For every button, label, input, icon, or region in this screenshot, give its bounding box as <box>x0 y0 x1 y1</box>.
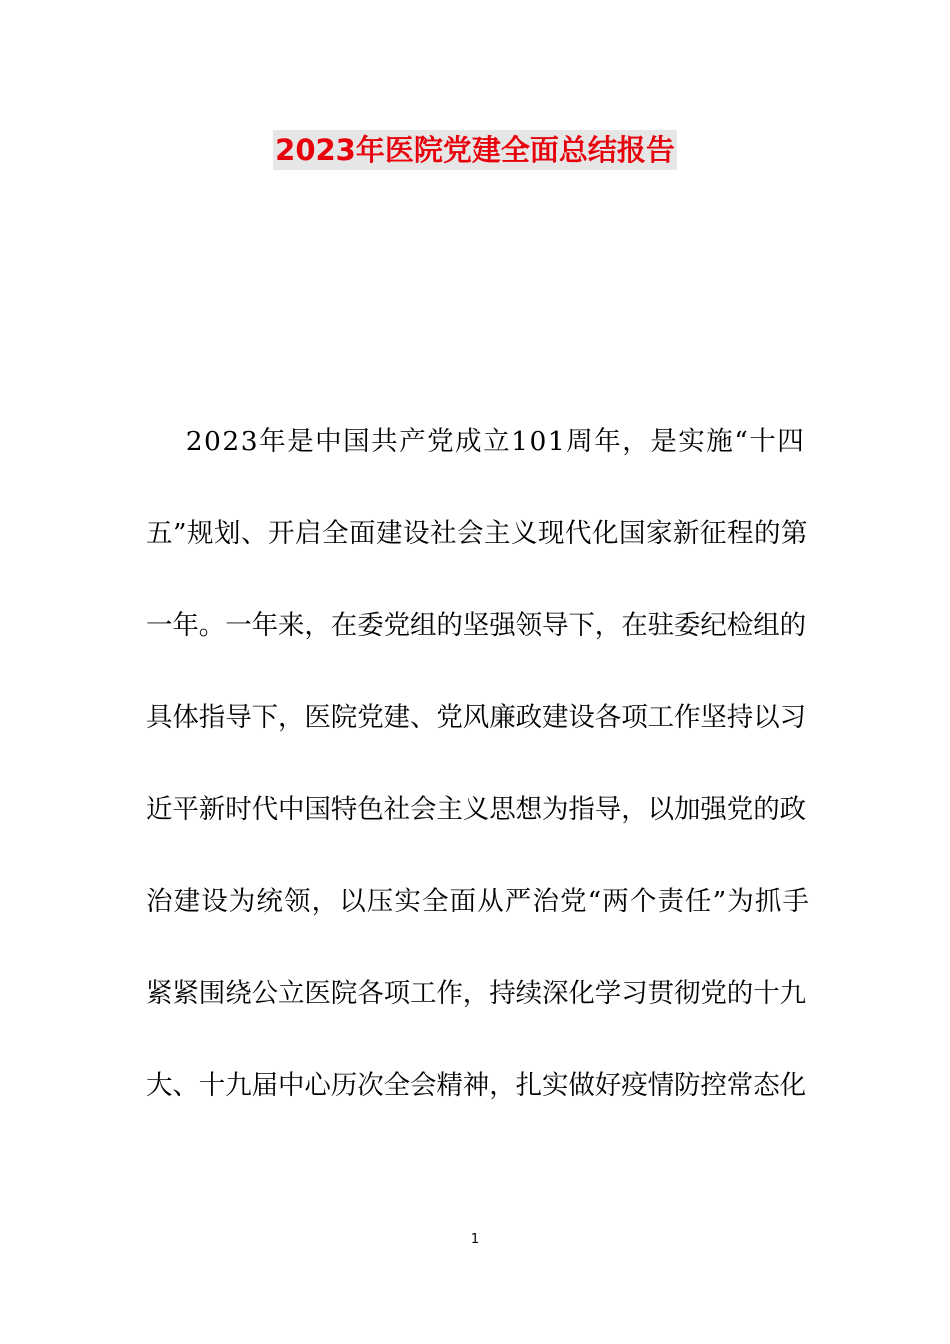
title-container <box>0 130 950 170</box>
paragraph-line-3: 一年。一年来，在委党组的坚强领导下，在驻委纪检组的 <box>146 610 806 641</box>
paragraph-line-4: 具体指导下，医院党建、党风廉政建设各项工作坚持以习 <box>146 702 806 733</box>
body-paragraph <box>146 396 810 1132</box>
paragraph-line-7: 紧紧围绕公立医院各项工作，持续深化学习贯彻党的十九 <box>146 978 806 1009</box>
paragraph-line-8: 大、十九届中心历次全会精神，扎实做好疫情防控常态化 <box>146 1070 806 1101</box>
paragraph-line-5: 近平新时代中国特色社会主义思想为指导，以加强党的政 <box>146 794 806 825</box>
page-number: 1 <box>470 1232 480 1247</box>
document-title: 2023年医院党建全面总结报告 <box>273 130 677 170</box>
paragraph-line-2: 五”规划、开启全面建设社会主义现代化国家新征程的第 <box>146 518 809 549</box>
paragraph-line-6: 治建设为统领，以压实全面从严治党“两个责任”为抓手 <box>146 886 811 917</box>
paragraph-line-1: 2023年是中国共产党成立101周年，是实施“十四 <box>146 426 806 457</box>
